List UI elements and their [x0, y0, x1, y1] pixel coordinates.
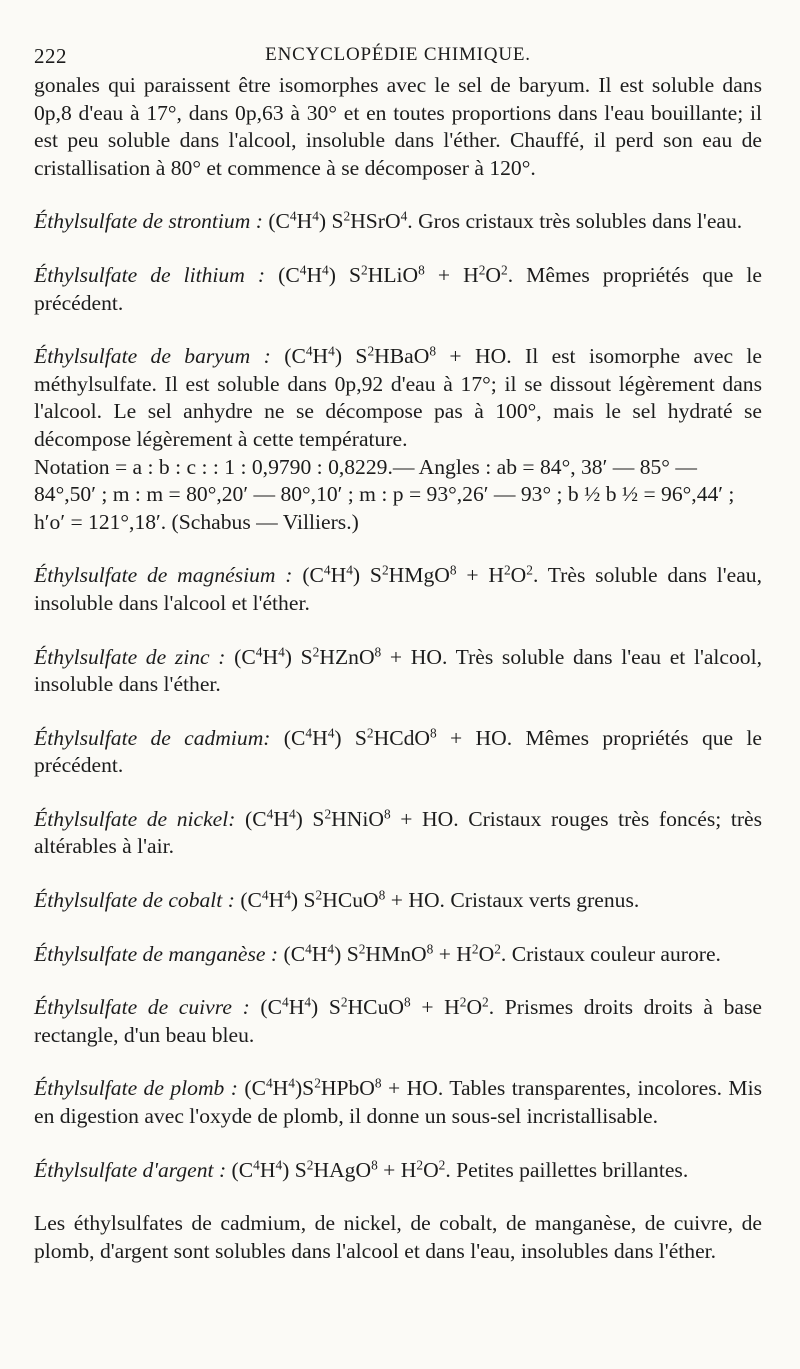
formula: $(C^4H^4)$ $S^2HMgO^8 + H^2O^2$	[302, 562, 533, 588]
paragraph-plomb	[34, 1075, 762, 1130]
paragraph-strontium	[34, 208, 762, 236]
formula: $(C^4H^4)$ $S^2HSrO^4$	[268, 209, 408, 234]
formula: $(C^4H^4)$ $S^2HZnO^8$ + HO	[234, 644, 442, 669]
entry-title: Éthylsulfate de plomb :	[34, 1076, 238, 1101]
paragraph-nickel	[34, 806, 762, 861]
entry-text: . Mêmes propriétés que le précédent.	[34, 725, 763, 778]
paragraph-manganese	[34, 941, 762, 969]
formula: $(C^4H^4)$ $S^2HLiO^8 + H^2O^2$	[278, 262, 508, 287]
formula: $(C^4H^4)$ $S^2HMnO^8 + H^2O^2$	[283, 941, 501, 966]
entry-title: Éthylsulfate de cobalt :	[34, 888, 235, 913]
formula: $(C^4H^4)$ $S^2HCuO^8 + H^2O^2$	[260, 994, 489, 1020]
paragraph-closing: Les éthylsulfates de cadmium, de nickel, de cobalt, de manganèse, de cuivre, de plomb, d'argent sont solubles dans l'alcool et dans l'eau, insolubles dans l'éther.	[34, 1211, 762, 1263]
paragraph-intro: gonales qui paraissent être isomorphes avec le sel de baryum. Il est soluble dans 0p,8 d'eau à 17°, dans 0p,63 à 30° et en toutes proportions dans l'eau bouillante; il est peu soluble dans l'alcool, insoluble dans l'éther. Chauffé, il perd son eau de cristallisation à 80° et commence à se décomposer à 120°.	[34, 73, 762, 180]
entry-text: . Tables transparentes, incolores. Mis en digestion avec l'oxyde de plomb, il donne un sous-sel incristallisable.	[34, 1076, 763, 1129]
paragraph-magnesium	[34, 562, 762, 617]
entry-title: Éthylsulfate de zinc :	[34, 644, 226, 669]
entry-title: Éthylsulfate de baryum :	[34, 344, 271, 369]
formula: $(C^4H^4)$ $S^2HCuO^8$ + HO	[240, 887, 440, 913]
entry-title: Éthylsulfate de nickel:	[34, 806, 236, 831]
entry-title: Éthylsulfate de cuivre :	[34, 995, 250, 1020]
entry-title: Éthylsulfate d'argent :	[34, 1157, 227, 1182]
formula: $(C^4H^4)S^2HPbO^8$ + HO	[244, 1076, 438, 1101]
formula: $(C^4H^4)$ $S^2HCdO^8$ + HO	[283, 725, 507, 750]
entry-text: . Mêmes propriétés que le précédent.	[34, 262, 763, 315]
entry-text: . Cristaux couleur aurore.	[500, 941, 721, 966]
entry-text: . Gros cristaux très solubles dans l'eau.	[407, 209, 743, 234]
entry-text: . Petites paillettes brillantes.	[445, 1157, 689, 1182]
entry-title: Éthylsulfate de manganèse :	[34, 941, 279, 966]
page-header	[34, 44, 762, 72]
entry-text: . Il est isomorphe avec le méthylsulfate. Il est soluble dans 0p,92 d'eau à 17°; il se dissout légèrement dans l'alcool. Le sel anhydre ne se décompose pas à 100°, mais le sel hydraté se décompose légèrement à cette température.	[34, 344, 762, 451]
paragraph-cobalt	[34, 887, 762, 915]
entry-title: Éthylsulfate de lithium :	[34, 262, 266, 287]
paragraph-zinc	[34, 644, 762, 699]
entry-text: . Cristaux rouges très foncés; très altérables à l'air.	[34, 806, 762, 859]
notation-line-1: Notation = a : b : c : : 1 : 0,9790 : 0,8229.— Angles : ab = 84°, 38′ — 85° —	[34, 454, 697, 479]
formula: $(C^4H^4)$ $S^2HNiO^8$ + HO	[245, 806, 454, 831]
paragraph-lithium	[34, 262, 762, 317]
running-head: ENCYCLOPÉDIE CHIMIQUE.	[265, 44, 531, 65]
notation-line-2: 84°,50′ ; m : m = 80°,20′ — 80°,10′ ; m : p = 93°,26′ — 93° ; b ½ b ½ = 96°,44′ ;	[34, 482, 735, 507]
notation-line-3: h′o′ = 121°,18′. (Schabus — Villiers.)	[34, 509, 359, 534]
entry-text: . Cristaux verts grenus.	[439, 888, 640, 913]
page-number: 222	[34, 44, 67, 68]
paragraph-baryum	[34, 343, 762, 453]
paragraph-argent	[34, 1157, 762, 1185]
entry-text: . Très soluble dans l'eau et l'alcool, insoluble dans l'éther.	[34, 644, 763, 697]
entry-text: . Très soluble dans l'eau, insoluble dans l'alcool et l'éther.	[34, 563, 762, 615]
entry-title: Éthylsulfate de strontium :	[34, 209, 263, 234]
formula: $(C^4H^4)$ $S^2HBaO^8$ + HO	[284, 343, 507, 369]
body-text	[34, 72, 762, 1265]
entry-title: Éthylsulfate de magnésium :	[34, 563, 293, 588]
paragraph-cadmium	[34, 725, 762, 780]
entry-text: . Prismes droits droits à base rectangle, d'un beau bleu.	[34, 995, 763, 1047]
formula: $(C^4H^4)$ $S^2HAgO^8 + H^2O^2$	[231, 1157, 446, 1182]
paragraph-cuivre	[34, 994, 762, 1049]
entry-title: Éthylsulfate de cadmium:	[34, 725, 271, 750]
